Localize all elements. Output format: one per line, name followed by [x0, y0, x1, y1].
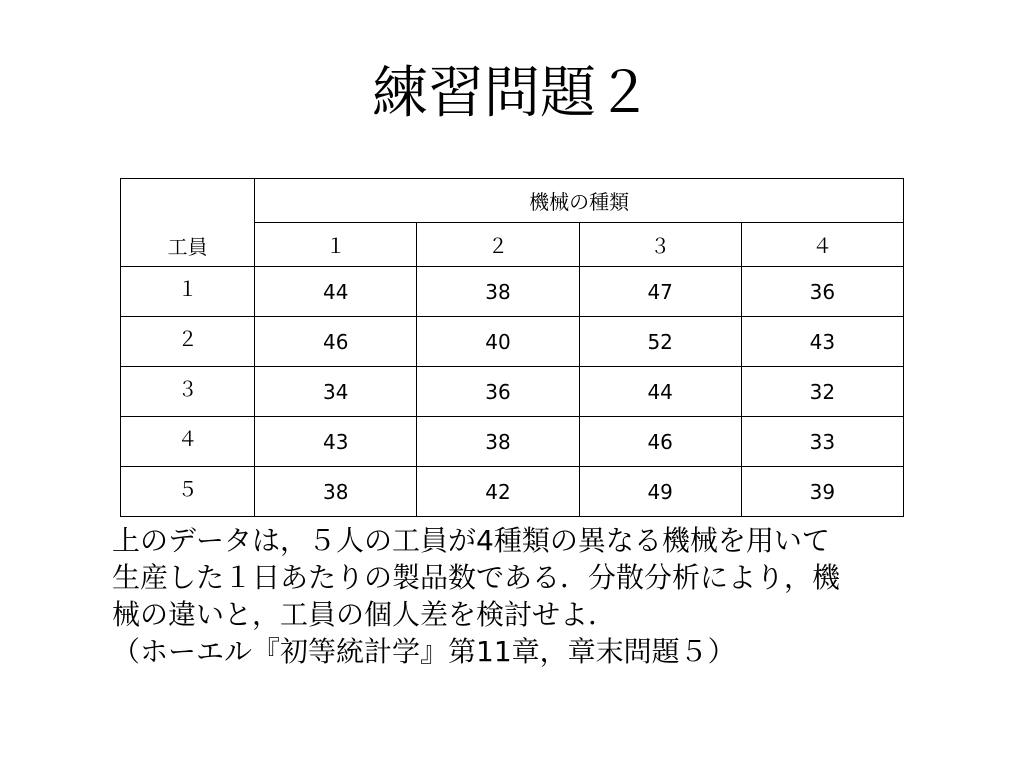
table-cell: 43 — [255, 417, 417, 467]
row-label-cell: ４ — [121, 417, 255, 467]
column-header-cell: ２ — [417, 223, 579, 267]
table-cell: 36 — [417, 367, 579, 417]
table-cell: 38 — [417, 267, 579, 317]
table-cell: 38 — [417, 417, 579, 467]
table-cell: 44 — [255, 267, 417, 317]
row-label-cell: １ — [121, 267, 255, 317]
data-table — [120, 178, 904, 517]
column-header-cell: １ — [255, 223, 417, 267]
row-label-cell: ３ — [121, 367, 255, 417]
description-line: 械の違いと，工員の個人差を検討せよ． — [112, 598, 617, 631]
table-row — [121, 317, 904, 367]
description-source-line: （ホーエル『初等統計学』第11章，章末問題５） — [112, 635, 736, 668]
column-header-cell: ４ — [741, 223, 903, 267]
row-header-cell: 工員 — [121, 179, 255, 267]
slide-title: 練習問題２ — [372, 61, 652, 126]
table-cell: 32 — [741, 367, 903, 417]
table-cell: 44 — [579, 367, 741, 417]
row-label-cell: ５ — [121, 467, 255, 517]
table-cell: 39 — [741, 467, 903, 517]
table-header-row-group — [121, 179, 904, 223]
table-row — [121, 467, 904, 517]
table-cell: 46 — [255, 317, 417, 367]
table-cell: 49 — [579, 467, 741, 517]
table-cell: 40 — [417, 317, 579, 367]
column-header-cell: ３ — [579, 223, 741, 267]
table-row — [121, 367, 904, 417]
description-line: 生産した１日あたりの製品数である．分散分析により，機 — [112, 561, 841, 594]
table-cell: 33 — [741, 417, 903, 467]
table-cell: 52 — [579, 317, 741, 367]
description-line: 上のデータは，５人の工員が4種類の異なる機械を用いて — [112, 524, 830, 557]
table-row — [121, 417, 904, 467]
table-cell: 47 — [579, 267, 741, 317]
table-cell: 46 — [579, 417, 741, 467]
table-row — [121, 267, 904, 317]
table-cell: 43 — [741, 317, 903, 367]
problem-description — [112, 522, 962, 670]
table-cell: 36 — [741, 267, 903, 317]
column-group-header-cell: 機械の種類 — [255, 179, 904, 223]
row-label-cell: ２ — [121, 317, 255, 367]
table-cell: 34 — [255, 367, 417, 417]
table-cell: 38 — [255, 467, 417, 517]
table-cell: 42 — [417, 467, 579, 517]
